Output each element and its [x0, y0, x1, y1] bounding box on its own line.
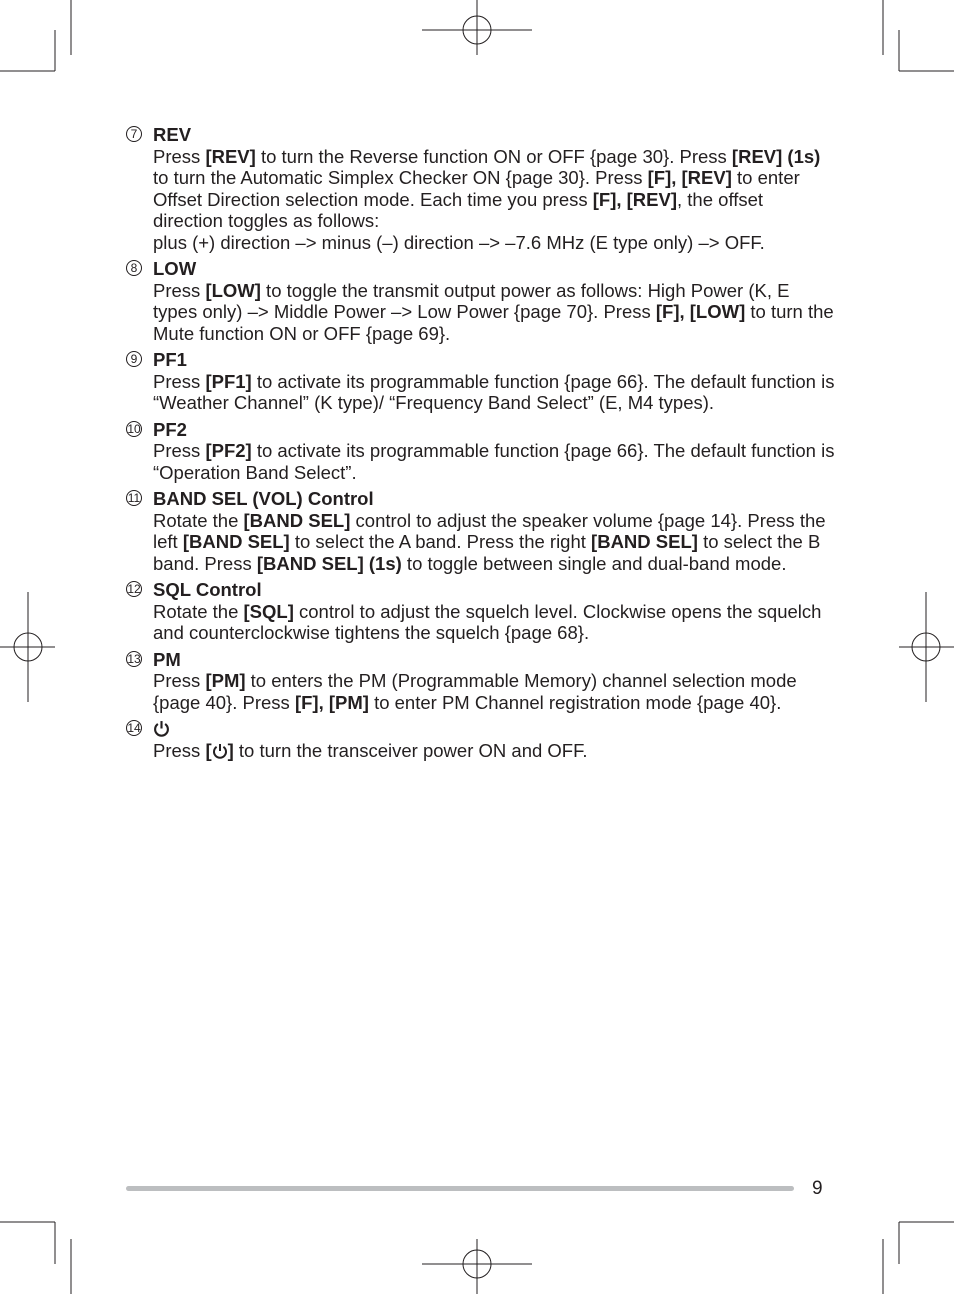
key-item: [125, 488, 835, 574]
item-description: [153, 601, 835, 644]
description-text: to select the A band. Press the right: [289, 531, 592, 552]
key-item: [125, 349, 835, 414]
description-text: plus (+) direction –> minus (–) direction –> –7.6 MHz (E type only) –> OFF.: [153, 231, 765, 253]
item-description: [153, 280, 835, 345]
key-label: ]: [227, 739, 234, 761]
description-text: control to adjust the squelch level. Clockwise opens the squelch and counterclockwise tightens the squelch {page 68}.: [153, 600, 822, 643]
power-icon: [212, 743, 228, 759]
key-label: [REV]: [205, 145, 256, 167]
description-text: to enter PM Channel registration mode {page 40}.: [368, 691, 782, 713]
description-text: , the offset direction toggles as follows:: [153, 188, 764, 231]
key-label: [F], [REV]: [647, 167, 732, 188]
key-item: [125, 124, 835, 253]
item-title: SQL Control: [153, 579, 262, 600]
key-item: [125, 258, 835, 344]
key-label: [BAND SEL]: [243, 509, 351, 531]
description-text: Press: [153, 739, 206, 761]
description-text: to toggle between single and dual-band mode.: [401, 552, 787, 574]
description-text: Press: [153, 370, 206, 392]
description-text: to turn the transceiver power ON and OFF.: [233, 739, 588, 761]
item-number: 14: [127, 721, 141, 735]
item-title: [153, 718, 835, 740]
item-number: 11: [127, 491, 141, 505]
description-text: Rotate the: [153, 509, 244, 531]
item-title: REV: [153, 124, 192, 145]
item-number: 9: [125, 350, 145, 370]
key-label: [BAND SEL]: [591, 531, 698, 552]
key-label: [LOW]: [205, 279, 261, 301]
key-label: [PF1]: [205, 370, 252, 392]
item-title: PF1: [153, 349, 187, 370]
page-number: 9: [812, 1178, 823, 1199]
description-text: Press: [153, 145, 206, 167]
item-number: 10: [127, 421, 141, 436]
description-text: to enters the PM (Programmable Memory) channel selection mode {page 40}. Press: [153, 670, 797, 713]
key-label: [: [205, 739, 212, 761]
footer-rule: [126, 1186, 794, 1191]
description-text: control to adjust the speaker volume {page 14}. Press the left: [153, 509, 826, 552]
item-title: PM: [153, 648, 181, 670]
key-descriptions: [125, 124, 835, 766]
key-label: [F], [REV]: [592, 188, 678, 210]
item-number: 7: [125, 125, 145, 145]
key-label: [SQL]: [243, 600, 294, 622]
item-title: LOW: [153, 258, 197, 279]
power-icon: [153, 720, 170, 737]
key-label: [F], [PM]: [294, 691, 369, 713]
description-text: to activate its programmable function {page 66}. The default function is “Weather Channel” (K type)/ “Frequency Band Select” (E, M4 types).: [153, 370, 835, 413]
description-text: Press: [153, 670, 206, 691]
key-item: [125, 649, 835, 714]
key-label: [PF2]: [205, 440, 252, 461]
item-number: 13: [127, 651, 141, 666]
item-number: 8: [125, 259, 145, 279]
key-label: [PM]: [205, 670, 246, 691]
description-text: to activate its programmable function {page 66}. The default function is “Operation Band Select”.: [153, 440, 835, 483]
description-text: to select the B band. Press: [153, 531, 821, 574]
item-description: [153, 146, 835, 254]
key-label: [REV] (1s): [731, 145, 821, 167]
item-description: [153, 670, 835, 713]
description-text: Rotate the: [153, 600, 244, 622]
item-description: [153, 740, 835, 762]
description-text: to enter Offset Direction selection mode. Each time you press: [153, 167, 800, 210]
key-item: [125, 579, 835, 644]
description-text: to toggle the transmit output power as follows: High Power (K, E types only) –> Middle Power –> Low Power {page 70}. Press: [153, 279, 790, 322]
key-label: [F], [LOW]: [655, 301, 746, 322]
item-description: [153, 440, 835, 483]
description-text: to turn the Automatic Simplex Checker ON {page 30}. Press: [153, 167, 648, 188]
item-description: [153, 510, 835, 575]
description-text: to turn the Reverse function ON or OFF {page 30}. Press: [255, 145, 732, 167]
key-label: [BAND SEL]: [182, 531, 290, 552]
item-title: BAND SEL (VOL) Control: [153, 488, 374, 509]
description-text: Press: [153, 440, 206, 461]
key-item: [125, 718, 835, 761]
item-number: 12: [127, 582, 141, 596]
description-text: Press: [153, 279, 206, 301]
description-text: to turn the Mute function ON or OFF {page 69}.: [153, 301, 834, 344]
item-title: PF2: [153, 418, 187, 440]
key-item: [125, 419, 835, 484]
item-description: [153, 371, 835, 414]
key-label: [BAND SEL] (1s): [256, 552, 402, 574]
